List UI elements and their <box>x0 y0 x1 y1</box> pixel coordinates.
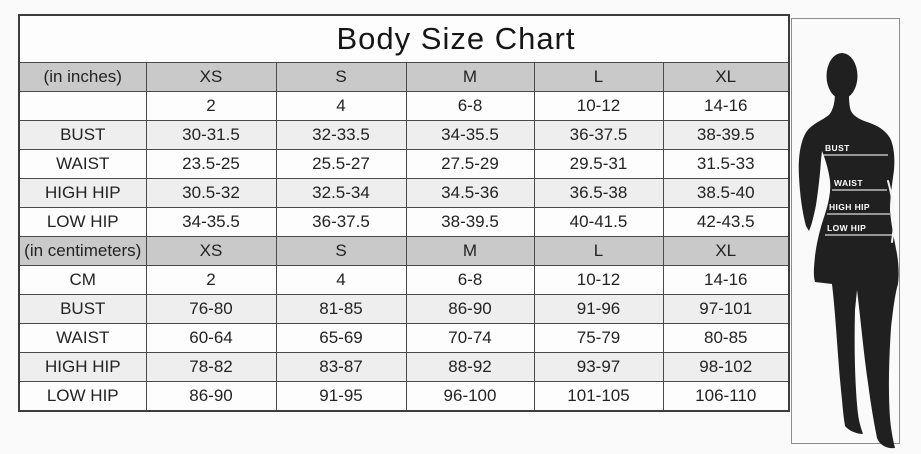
measure-value: 30.5-32 <box>146 179 276 208</box>
female-silhouette-graphic <box>791 18 921 454</box>
size-column-header: XS <box>146 237 276 266</box>
title-row <box>19 15 789 63</box>
chart-title: Body Size Chart <box>19 15 789 63</box>
measure-value: 23.5-25 <box>146 150 276 179</box>
measure-value: 25.5-27 <box>276 150 406 179</box>
measure-value: 96-100 <box>406 382 534 412</box>
size-column-header: XL <box>663 63 789 92</box>
measure-value: 10-12 <box>534 266 663 295</box>
measure-label: LOW HIP <box>19 208 146 237</box>
table-row <box>19 324 789 353</box>
measure-value: 60-64 <box>146 324 276 353</box>
size-column-header: XS <box>146 63 276 92</box>
measure-value: 101-105 <box>534 382 663 412</box>
measure-value: 88-92 <box>406 353 534 382</box>
unit-header-row <box>19 237 789 266</box>
unit-label: (in centimeters) <box>19 237 146 266</box>
measure-value: 34-35.5 <box>406 121 534 150</box>
low-hip-label: LOW HIP <box>827 223 867 233</box>
measure-value: 6-8 <box>406 92 534 121</box>
size-column-header: S <box>276 237 406 266</box>
measure-value: 14-16 <box>663 92 789 121</box>
size-column-header: XL <box>663 237 789 266</box>
measure-value: 36-37.5 <box>534 121 663 150</box>
measure-value: 38.5-40 <box>663 179 789 208</box>
measure-label: HIGH HIP <box>19 353 146 382</box>
measure-label: CM <box>19 266 146 295</box>
measure-label: LOW HIP <box>19 382 146 412</box>
measure-value: 98-102 <box>663 353 789 382</box>
measure-label: BUST <box>19 121 146 150</box>
measure-value: 83-87 <box>276 353 406 382</box>
measure-value: 38-39.5 <box>406 208 534 237</box>
measure-value: 93-97 <box>534 353 663 382</box>
table-row <box>19 208 789 237</box>
measure-value: 86-90 <box>406 295 534 324</box>
measure-value: 36.5-38 <box>534 179 663 208</box>
table-row <box>19 179 789 208</box>
measure-value: 38-39.5 <box>663 121 789 150</box>
measure-value: 65-69 <box>276 324 406 353</box>
measure-value: 10-12 <box>534 92 663 121</box>
unit-header-row <box>19 63 789 92</box>
measure-value: 2 <box>146 92 276 121</box>
size-column-header: M <box>406 237 534 266</box>
table-row <box>19 353 789 382</box>
size-table <box>18 14 790 412</box>
measure-value: 78-82 <box>146 353 276 382</box>
size-column-header: M <box>406 63 534 92</box>
measure-value: 29.5-31 <box>534 150 663 179</box>
waist-label: WAIST <box>834 178 863 188</box>
measure-label <box>19 92 146 121</box>
measure-value: 2 <box>146 266 276 295</box>
measure-value: 14-16 <box>663 266 789 295</box>
measure-value: 106-110 <box>663 382 789 412</box>
measure-value: 34-35.5 <box>146 208 276 237</box>
measure-value: 31.5-33 <box>663 150 789 179</box>
measure-value: 91-96 <box>534 295 663 324</box>
measure-value: 40-41.5 <box>534 208 663 237</box>
figure-panel <box>791 18 900 444</box>
measure-value: 27.5-29 <box>406 150 534 179</box>
measure-value: 76-80 <box>146 295 276 324</box>
measure-value: 42-43.5 <box>663 208 789 237</box>
measure-label: WAIST <box>19 324 146 353</box>
measure-value: 4 <box>276 266 406 295</box>
table-row <box>19 295 789 324</box>
measure-value: 36-37.5 <box>276 208 406 237</box>
table-row <box>19 121 789 150</box>
measure-value: 86-90 <box>146 382 276 412</box>
measure-value: 75-79 <box>534 324 663 353</box>
measure-value: 81-85 <box>276 295 406 324</box>
measure-value: 34.5-36 <box>406 179 534 208</box>
measure-label: HIGH HIP <box>19 179 146 208</box>
table-row <box>19 92 789 121</box>
measure-label: WAIST <box>19 150 146 179</box>
measure-value: 97-101 <box>663 295 789 324</box>
measure-value: 91-95 <box>276 382 406 412</box>
high-hip-label: HIGH HIP <box>829 202 870 212</box>
measure-value: 32-33.5 <box>276 121 406 150</box>
table-row <box>19 150 789 179</box>
table-row <box>19 382 789 412</box>
measure-value: 6-8 <box>406 266 534 295</box>
size-column-header: S <box>276 63 406 92</box>
bust-label: BUST <box>825 143 850 153</box>
measure-value: 4 <box>276 92 406 121</box>
measure-value: 70-74 <box>406 324 534 353</box>
size-column-header: L <box>534 63 663 92</box>
measure-value: 32.5-34 <box>276 179 406 208</box>
unit-label: (in inches) <box>19 63 146 92</box>
measure-value: 30-31.5 <box>146 121 276 150</box>
table-row <box>19 266 789 295</box>
size-column-header: L <box>534 237 663 266</box>
measure-label: BUST <box>19 295 146 324</box>
measure-value: 80-85 <box>663 324 789 353</box>
